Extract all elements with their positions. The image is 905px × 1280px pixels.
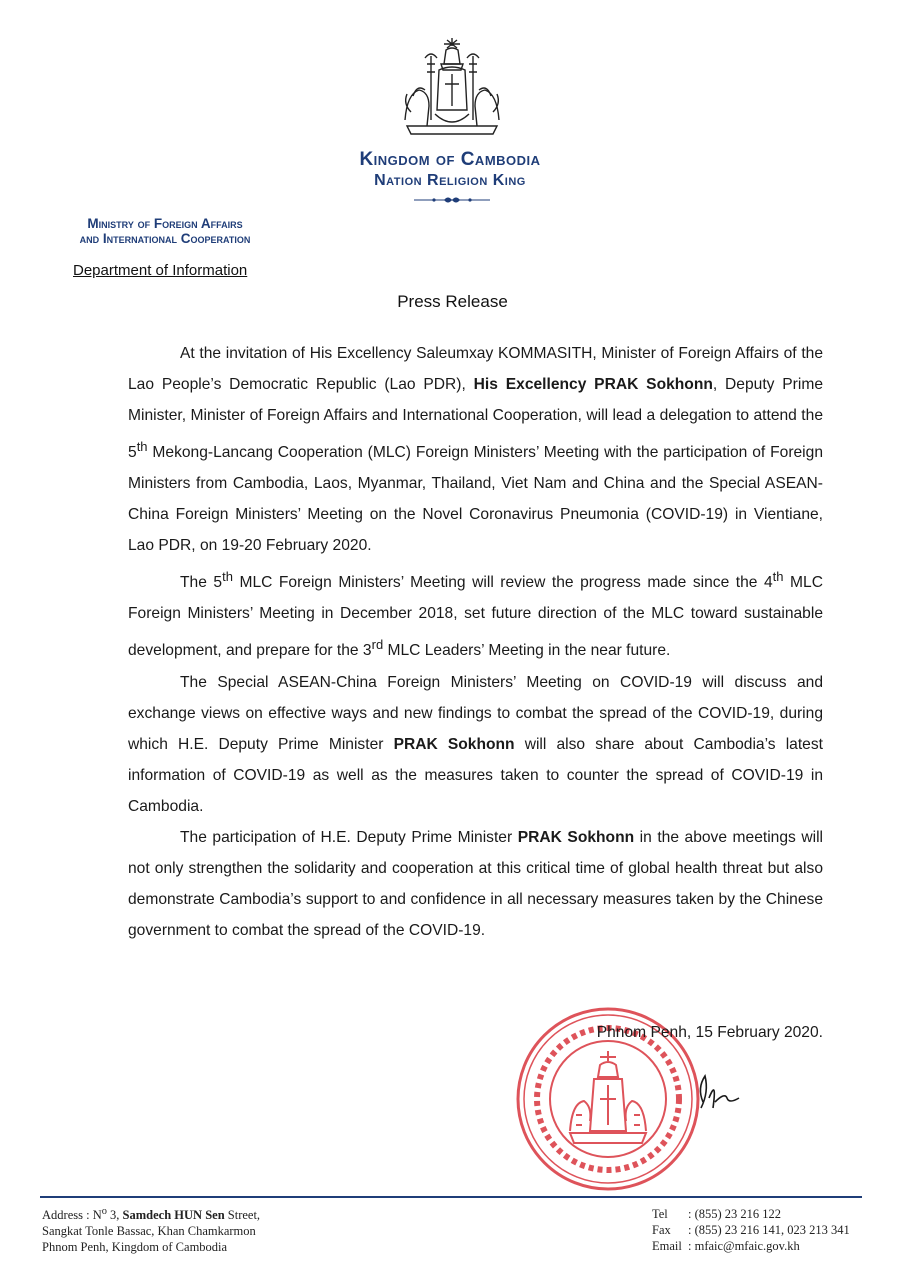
ornament-divider-icon	[412, 195, 492, 205]
footer-contact: Tel : (855) 23 216 122 Fax : (855) 23 216 141, 023 213 341 Email : mfaic@mfaic.gov.kh	[652, 1207, 850, 1253]
kingdom-heading: Kingdom of Cambodia	[359, 149, 541, 170]
document-title: Press Release	[397, 292, 508, 311]
footer-address: Address : $N^o$ 3, Samdech HUN Sen Street, Sangkat Tonle Bassac, Khan Chamkarmon Phnom Penh, Kingdom of Cambodia	[42, 1206, 261, 1255]
signature-icon	[683, 1068, 743, 1116]
ministry-name-line1: Ministry of Foreign Affairs	[87, 216, 243, 231]
royal-emblem-icon	[397, 34, 507, 140]
paragraph-4: The participation of H.E. Deputy Prime Minister PRAK Sokhonn in the above meetings will not only strengthen the solidarity and cooperation at this critical time of global health threat but also demonstrate Cambodia’s support to and confidence in all necessary measures taken by the Chinese government to combat the spread of the COVID-19.	[128, 828, 823, 939]
paragraph-3: The Special ASEAN-China Foreign Ministers’ Meeting on COVID-19 will discuss and exchange views on effective ways and new findings to combat the spread of the COVID-19, during which H.E. Deputy Prime Minister PRAK Sokhonn will also share about Cambodia’s latest information of COVID-19 as well as the measures taken to counter the spread of COVID-19 in Cambodia.	[128, 673, 823, 815]
paragraph-2: The 5th MLC Foreign Ministers’ Meeting will review the progress made since the 4th MLC Foreign Ministers’ Meeting in December 2018, set future direction of the MLC toward sustainable development, and prepare for the 3rd MLC Leaders’ Meeting in the near future.	[128, 569, 823, 660]
department-label: Department of Information	[73, 262, 248, 279]
email-link[interactable]: : mfaic@mfaic.gov.kh	[688, 1239, 800, 1253]
footer-divider	[40, 1196, 862, 1198]
motto-heading: Nation Religion King	[374, 172, 526, 189]
ministry-name-line2: and International Cooperation	[79, 231, 251, 246]
dateline: Phnom Penh, 15 February 2020.	[596, 1024, 823, 1041]
paragraph-1: At the invitation of His Excellency Saleumxay KOMMASITH, Minister of Foreign Affairs of the Lao People’s Democratic Republic (Lao PDR), His Excellency PRAK Sokhonn, Deputy Prime Minister, Minister of Foreign Affairs and International Cooperation, will lead a delegation to attend the 5th Mekong-Lancang Cooperation (MLC) Foreign Ministers’ Meeting with the participation of Foreign Ministers from Cambodia, Laos, Myanmar, Thailand, Viet Nam and China and the Special ASEAN-China Foreign Ministers’ Meeting on the Novel Coronavirus Pneumonia (COVID-19) in Vientiane, Lao PDR, on 19-20 February 2020.	[128, 345, 823, 555]
press-release-body	[128, 338, 823, 946]
